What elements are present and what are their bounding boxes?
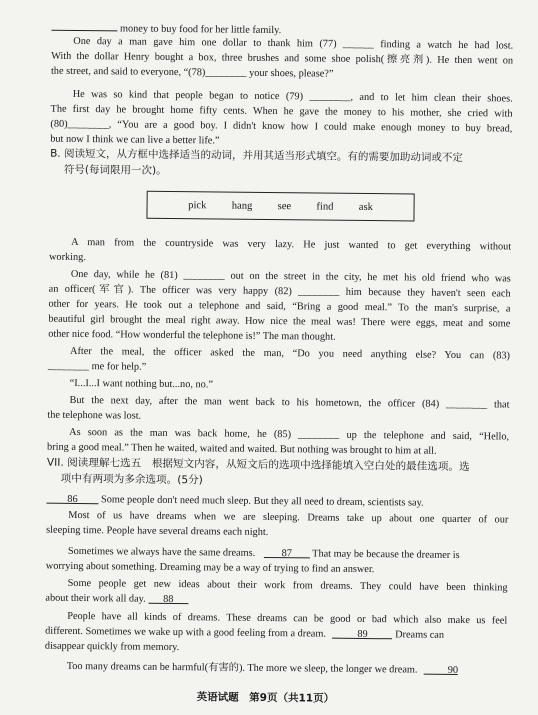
word-box [146, 191, 414, 222]
text-line: One day a man gave him one dollar to thank him (77) ______ finding a watch he had lost. [73, 35, 514, 52]
text-line: (80)________, “You are a good boy. I didn't know how I could make enough money to buy bread, [50, 118, 513, 135]
line-text: money to buy food for her little family. [119, 23, 282, 37]
word-option: find [316, 200, 334, 213]
text-line: With the dollar Henry bought a box, three brushes and some shoe polish(擦亮剂). He then went on [51, 50, 514, 67]
line-text: Dreams can [392, 629, 445, 641]
text-line: other nice food. “How wonderful the telephone is!” The man thought. [48, 328, 336, 343]
text-line: Some people get new ideas about their work from dreams. They could have been thinking [67, 577, 508, 594]
text-line [46, 493, 508, 511]
text-line: bring a good meal.” Then he waited, waited and waited. But nothing was brought to him at all. [46, 441, 437, 457]
answer-blank-86: 86 [46, 493, 98, 505]
text-line: disappear quickly from memory. [44, 640, 180, 654]
text-line: A man from the countryside was very lazy. He just wanted to get everything without [71, 236, 512, 253]
line-text: Too many dreams can be harmful(有害的). The more we sleep, the longer we dream. [66, 660, 418, 676]
page-footer: 英语试题 第9页（共11页） [196, 691, 335, 705]
text-line: As soon as the man was back home, he (85) ________ up the telephone and said, “Hello, [69, 426, 510, 443]
section-7-instruction: VII. 阅读理解七选五 根据短文内容，从短文后的选项中选择能填入空白处的最佳选项。选 [46, 456, 470, 474]
answer-blank [51, 20, 117, 32]
text-line: sleeping time. People have several dreams each night. [46, 524, 269, 538]
word-option: ask [358, 201, 373, 213]
text-line [67, 660, 507, 678]
line-text: That may be because the dreamer is [309, 548, 460, 561]
word-option: see [277, 200, 292, 212]
word-option: hang [231, 200, 253, 212]
text-line [45, 592, 507, 610]
text-line: The first day he brought home fifty cents. When he gave the money to his mother, she cried with [50, 103, 513, 120]
text-line: working. [48, 251, 86, 264]
text-line: the telephone was lost. [47, 409, 142, 422]
text-line: One day, while he (81) ________ out on the street in the city, he met his old friend who was [70, 268, 511, 285]
section-b-instruction-2: 符号(每词限用一次)。 [63, 163, 167, 177]
text-line: After the meal, the officer asked the man, “Do you need anything else? You can (83) [69, 345, 511, 362]
text-line: worrying about something. Dreaming may be a way of trying to find an answer. [45, 560, 375, 576]
text-line: He was so kind that people began to notice (79) ________, and to let him clean their shoes. [72, 88, 513, 105]
text-line: an officer(军官). The officer was very happy (82) ________ him because they haven't seen each [48, 283, 511, 300]
line-text: about their work all day. [45, 592, 146, 605]
text-line: the street, and said to everyone, “(78)________ your shoes, please?” [50, 65, 334, 80]
section-b-instruction: B. 阅读短文，从方框中选择适当的动词，并用其适当形式填空。有的需要加助动词或不定 [50, 147, 464, 165]
text-line: but now I think we can live a better life.” [50, 133, 220, 147]
text-line: ________ me for help.” [47, 360, 147, 373]
answer-blank-90: 90 [424, 664, 458, 675]
word-option: pick [188, 199, 207, 211]
section-7-instruction-2: 项中有两项为多余选项。(5分) [60, 472, 203, 487]
line-text: different. Sometimes we wake up with a good feeling from a dream. [45, 625, 327, 640]
answer-blank-89: 89 [333, 628, 393, 640]
text-line: People have all kinds of dreams. These dreams can be good or bad which also make us feel [67, 610, 508, 627]
text-line: Most of us have dreams when we are sleeping. Dreams take up about one quarter of our [68, 509, 509, 526]
answer-blank-87: 87 [264, 547, 310, 558]
line-text: Sometimes we always have the same dreams. [67, 545, 256, 559]
text-line: “I...I...I want nothing but...no, no.” [69, 377, 214, 391]
text-line: beautiful girl brought the meal right away. How nice the meal was! There were eggs, meat and some [48, 313, 511, 330]
text-line: other for years. He took out a telephone and said, “Bring a good meal.” To the man's surprise, a [48, 298, 511, 315]
answer-blank-88: 88 [148, 593, 188, 604]
text-line: But the next day, after the man went back to his hometown, the officer (84) ________ that [69, 394, 510, 411]
line-text: Some people don't need much sleep. But they all need to dream, scientists say. [98, 494, 424, 509]
